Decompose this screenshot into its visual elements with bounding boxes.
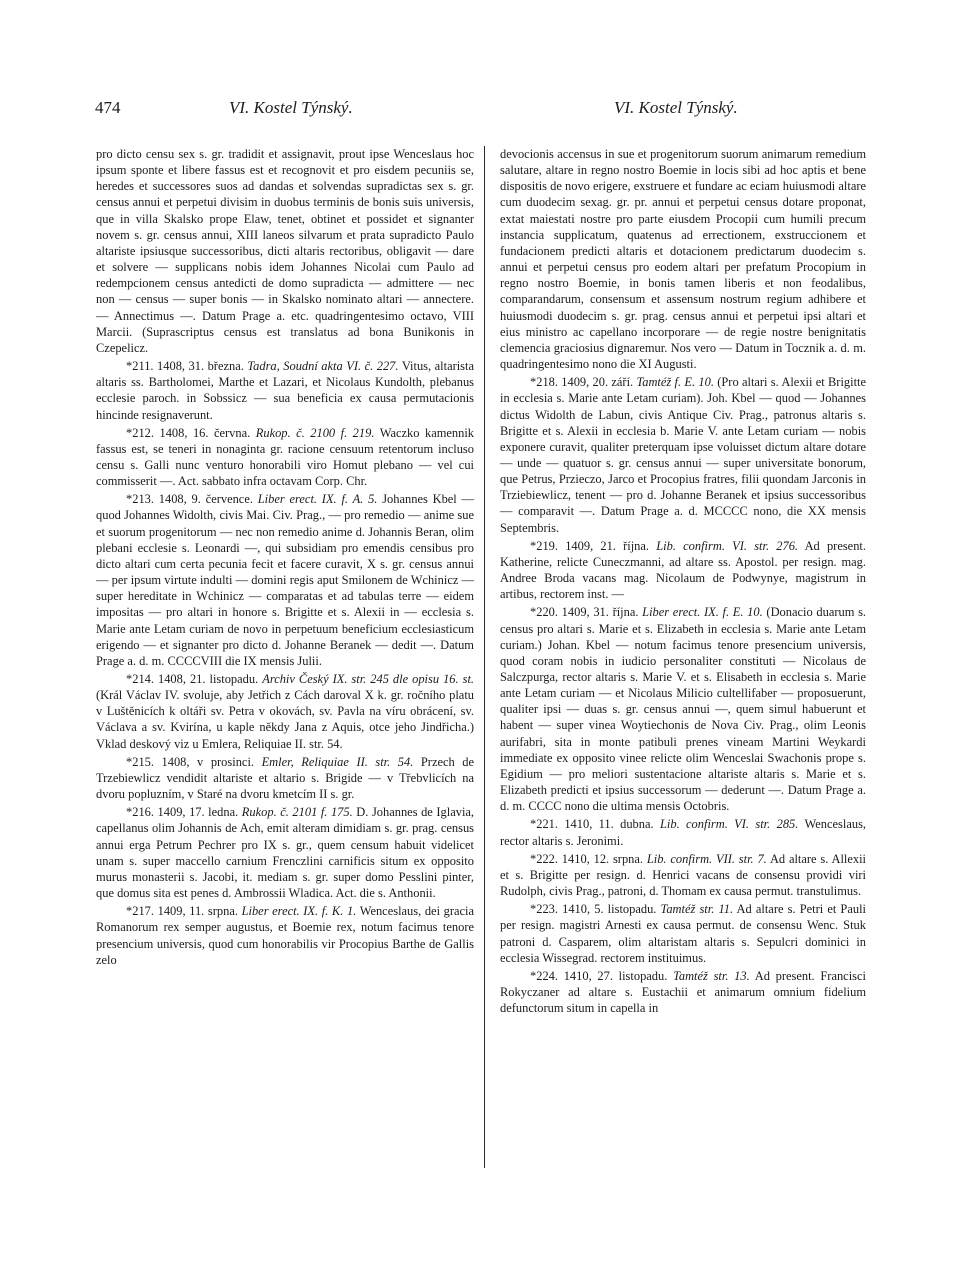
entry-text: Johannes Kbel — quod Johannes Widolth, civis Mai. Civ. Prag., — pro remedio — anime sue et suorum progenitorum — nec non remedio anime d. Johannis Beran, olim plebani ecclesie s. Leonardi —, qui subsidiam pro emendis censibus pro dicto altari cum certa pecunia fecit et facere curavit, X s. gr. census annui — per ipsum virtute indulti — domini regis aput Smilonem de Wchinicz — super hereditate in Wchinicz — comparatas et ad tabulas terre — eidem impositas — pro altari in honore s. Brigitte et s. Alexii in — ecclesia s. Marie ante Letam curiam de novo in perpetuum beneficium ecclesiasticum erigendo — et signanter pro dicto d. Johanne Beranek — dedit —. Datum Prage a. d. m. CCCCVIII die IX mensis Julii. xyxy=(96,492,474,668)
column-divider xyxy=(484,146,485,1168)
entry-text: (Pro altari s. Alexii et Brigitte in ecclesia s. Marie ante Letam curiam). Joh. Kbel — quod — Johannes dictus Widolth de Labun, civis Antique Civ. Prag., patronus altaris s. Brigitte et s. Alexii in ecclesia b. Marie V. ante Letam curiam — nobis exponere curavit, qualiter preterquam ipse voluisset dictum altare dotare — unde — quatuor s. gr. census annui — super universitate bonorum, que Petrus, Przieczo, Jarco et Procopius fratres, filii quondam Jarconis in Trziebiewlicz, tenent — pro d. Johanne Beranek et ipsius successoribus — comparavit —. Datum Prage a. d. MCCCC nono, die XX mensis Septembris. xyxy=(500,375,867,535)
entry-text: Przech de Trzebiewlicz vendidit altariste et altario s. Brigide — v Třebvlicích na dvoru popluzním, v Staré na dvoru kmetcím II s. gr. xyxy=(96,754,475,802)
entry-heading: *218. 1409, 20. září. xyxy=(530,375,634,390)
entry-source: Rukop. č. 2101 f. 175. xyxy=(241,805,353,820)
document-entry xyxy=(500,374,866,536)
entry-text: Ad altare s. Allexii et s. Brigitte per resign. d. Henrici vacans de consensu providi viri Rudolph, civis Prag., patroni, d. Thomam ex causa permut. transtulimus. xyxy=(500,851,867,899)
entry-source: Tamtéž f. E. 10. xyxy=(636,375,714,390)
entry-heading: *221. 1410, 11. dubna. xyxy=(530,817,654,832)
page-number: 474 xyxy=(95,98,121,117)
entry-heading: *211. 1408, 31. března. xyxy=(126,359,244,374)
entry-source: Archiv Český IX. str. 245 dle opisu 16. st. xyxy=(262,672,475,686)
document-entry xyxy=(96,425,474,490)
entry-text: Ad present. Katherine, relicte Cuneczmanni, ad altare ss. Apostol. per resign. mag. Andree Broda vacans mag. Nicolaum de Podwynye, magistrum in artibus, rectorem inst. — xyxy=(500,538,866,602)
entry-heading: *222. 1410, 12. srpna. xyxy=(530,851,644,866)
entry-text: D. Johannes de Iglavia, capellanus olim Johannis de Ach, emit alteram dimidiam s. gr. prag. census annui erga Petrum Pechrer pro IX s. gr., quem censum habuit videlicet unam s. super maccello carnium Frenczlini carnificis situm ex opposito murus monasterii s. Jacobi, it. mediam s. gr. super domo Pesslini pinter, que domus sita est penes d. Ambrossii Wladica. Act. die s. Anthonii. xyxy=(96,805,475,901)
document-entry xyxy=(500,816,866,848)
document-entry xyxy=(500,604,866,814)
document-entry xyxy=(96,491,474,669)
running-head-left: VI. Kostel Týnský. xyxy=(229,98,353,117)
entry-text: Vitus, altarista altaris ss. Bartholomei, Marthe et Lazari, et Nicolaus Kundolth, plebanus ecclesie paroch. in Sobssicz — sua beneficia ex causa permutacionis hincinde resignaverunt. xyxy=(96,359,475,422)
entry-heading: *216. 1409, 17. ledna. xyxy=(126,805,239,820)
paragraph-text: devocionis accensus in sue et progenitorum suorum animarum remedium salutare, altare in regno nostro Boemie in locis sibi ad hoc aptis et bene dispositis de novo erigere, exstruere et fundare ac eciam huiusmodi altare cum duodecim sexag. gr. pr. annui et perpetui census dotare proponat, extat maiestati nostre pro parte eiusdem Procopii cum humili precum instancia supplicatum, quatenus ad errectionem, exstruccionem et fundacionem predicti altaris et dotacionem predictarum duodecim s. annui et perpetui census pro eodem altari per prefatum Procopium in regno nostro Boemie, in bonis tamen liberis et non feodalibus, comparandarum, consensum et assensum nostrum regium adhibere et huiusmodi duodecim s. gr. prag. census annui et perpetui ipsi altari et eius ministro ac capellano incorporare — de regie nostre benignitatis clemencia graciosius dignaremur. Nos vero — Datum in Tocznik a. d. m. quadringentesimo nono die XI Augusti. xyxy=(500,147,866,372)
entry-heading: *220. 1409, 31. října. xyxy=(530,605,639,620)
entry-source: Lib. confirm. VI. str. 276. xyxy=(656,538,799,553)
entry-heading: *224. 1410, 27. listopadu. xyxy=(530,968,668,983)
left-column xyxy=(96,146,474,968)
entry-source: Lib. confirm. VI. str. 285. xyxy=(659,817,799,832)
document-entry xyxy=(96,754,474,802)
document-entry xyxy=(96,358,474,423)
document-entry xyxy=(96,804,474,901)
continuation-paragraph xyxy=(500,146,866,372)
entry-heading: *217. 1409, 11. srpna. xyxy=(126,904,238,919)
entry-source: Liber erect. IX. f. E. 10. xyxy=(642,605,763,620)
document-entry xyxy=(500,901,866,966)
document-entry xyxy=(96,903,474,968)
entry-heading: *223. 1410, 5. listopadu. xyxy=(530,902,657,917)
entry-source: Tadra, Soudní akta VI. č. 227. xyxy=(247,359,399,374)
document-entry xyxy=(500,968,866,1016)
running-head-right: VI. Kostel Týnský. xyxy=(614,98,738,117)
entry-heading: *219. 1409, 21. října. xyxy=(530,538,650,553)
document-entry xyxy=(96,671,474,752)
entry-heading: *213. 1408, 9. července. xyxy=(126,492,253,507)
entry-text: (Král Václav IV. svoluje, aby Jetřich z Cách daroval X k. gr. ročního platu v Luštěnicích k oltáři sv. Petra v okovách, sv. Pavla na víru obrácení, sv. Václava a sv. Kvirína, u kaple někdy Jana z Aquis, otce jeho Jindřicha.) Vklad deskový viz u Emlera, Reliquiae II. str. 54. xyxy=(96,688,474,751)
entry-heading: *215. 1408, v prosinci. xyxy=(126,754,255,769)
entry-source: Emler, Reliquiae II. str. 54. xyxy=(261,754,414,769)
continuation-paragraph xyxy=(96,146,474,356)
entry-text: Wenceslaus, dei gracia Romanorum rex semper augustus, et Boemie rex, notum facimus tenore presencium universis, quod cum honorabilis vir Procopius Barthe de Gallis zelo xyxy=(96,904,475,967)
entry-text: Ad altare s. Petri et Pauli per resign. magistri Arnesti ex causa permut. de consensu Wenc. Stuk patroni d. Casparem, olim altaristam altaris s. Sepulcri dominici in ecclesia Wissegrad. rectorem instituimus. xyxy=(500,902,866,965)
entry-source: Tamtéž str. 13. xyxy=(673,968,750,983)
document-entry xyxy=(500,538,866,603)
entry-heading: *212. 1408, 16. června. xyxy=(126,425,251,440)
entry-text: Wenceslaus, rector altaris s. Jeronimi. xyxy=(500,817,867,848)
entry-source: Liber erect. IX. f. A. 5. xyxy=(257,492,378,507)
entry-source: Liber erect. IX. f. K. 1. xyxy=(241,904,357,919)
entry-text: (Donacio duarum s. census pro altari s. Marie et s. Elizabeth in ecclesia s. Marie ante Letam curiam.) Johan. Kbel — notum facimus tenore presencium universis, quod coram nobis in iudicio personaliter constituti — Nicolaus de Salczpurga, rector altaris s. Marie V. et s. Elisabeth in ecclesia s. Marie ante Letam curiam — et Nicolaus Milicio cultellifaber — proposuerunt, qualiter ipsi — duas s. gr. census annui —, quem simul habuerunt et habent — super vinea Woytiechonis de Nova Civ. Prag., olim Leonis aurifabri, sita in monte patibuli prenes vineam Martini Weykardi immediate ex opposito vinee relicte olim Wenceslai Swachonis prope s. Egidium — pro meliori sustentacione altariste altaris s. Marie et s. Elizabeth predicti et ipsius successorum — dederunt —. Datum Prage a. d. m. CCCC nono die ultima mensis Octobris. xyxy=(500,605,867,814)
entry-text: Waczko kamennik fassus est, se teneri in nonaginta gr. racione censuum retentorum incluso censu s. Galli nunc venturo honorabili viro Homut plebano — vel cui commisserit —. Act. sabbato infra octavam Corp. Chr. xyxy=(96,425,475,489)
paragraph-text: pro dicto censu sex s. gr. tradidit et assignavit, prout ipse Wenceslaus hoc ipsum sponte et libere fassus est et recognovit et pro eisdem pecuniis se, heredes et successores suos ad dandas et solvendas supradictas sex s. gr. census annui et perpetui divisim in duobus terminis de bonis suis universis, que in villa Skalsko prope Elaw, tenet, obtinet et possidet et signanter novem s. gr. census annui, XIII laneos silvarum et prata supradicto Paulo altariste ipsiusque successoribus, dicti altaris rectoribus, obligavit — dare et solvere — supplicans nobis idem Johannes Nicolai cum Paulo ad redempcionem census antedicti de domo supradicta — admittere — nec non — census — super bonis — in Skalsko nominato altari — annectere. — Annectimus —. Datum Prage a. etc. quadringentesimo octavo, VIII Marcii. (Suprascriptus census est translatus ad bona Bunikonis in Czepelicz. xyxy=(96,147,474,355)
entry-source: Tamtéž str. 11. xyxy=(660,902,734,917)
entry-heading: *214. 1408, 21. listopadu. xyxy=(126,672,259,686)
entry-text: Ad present. Francisci Rokyczaner ad altare s. Eustachii et animarum omnium fidelium defunctorum situm in capella in xyxy=(500,968,866,1016)
right-column xyxy=(500,146,866,1016)
entry-source: Rukop. č. 2100 f. 219. xyxy=(255,425,375,440)
document-entry xyxy=(500,851,866,899)
entry-source: Lib. confirm. VII. str. 7. xyxy=(646,851,767,866)
